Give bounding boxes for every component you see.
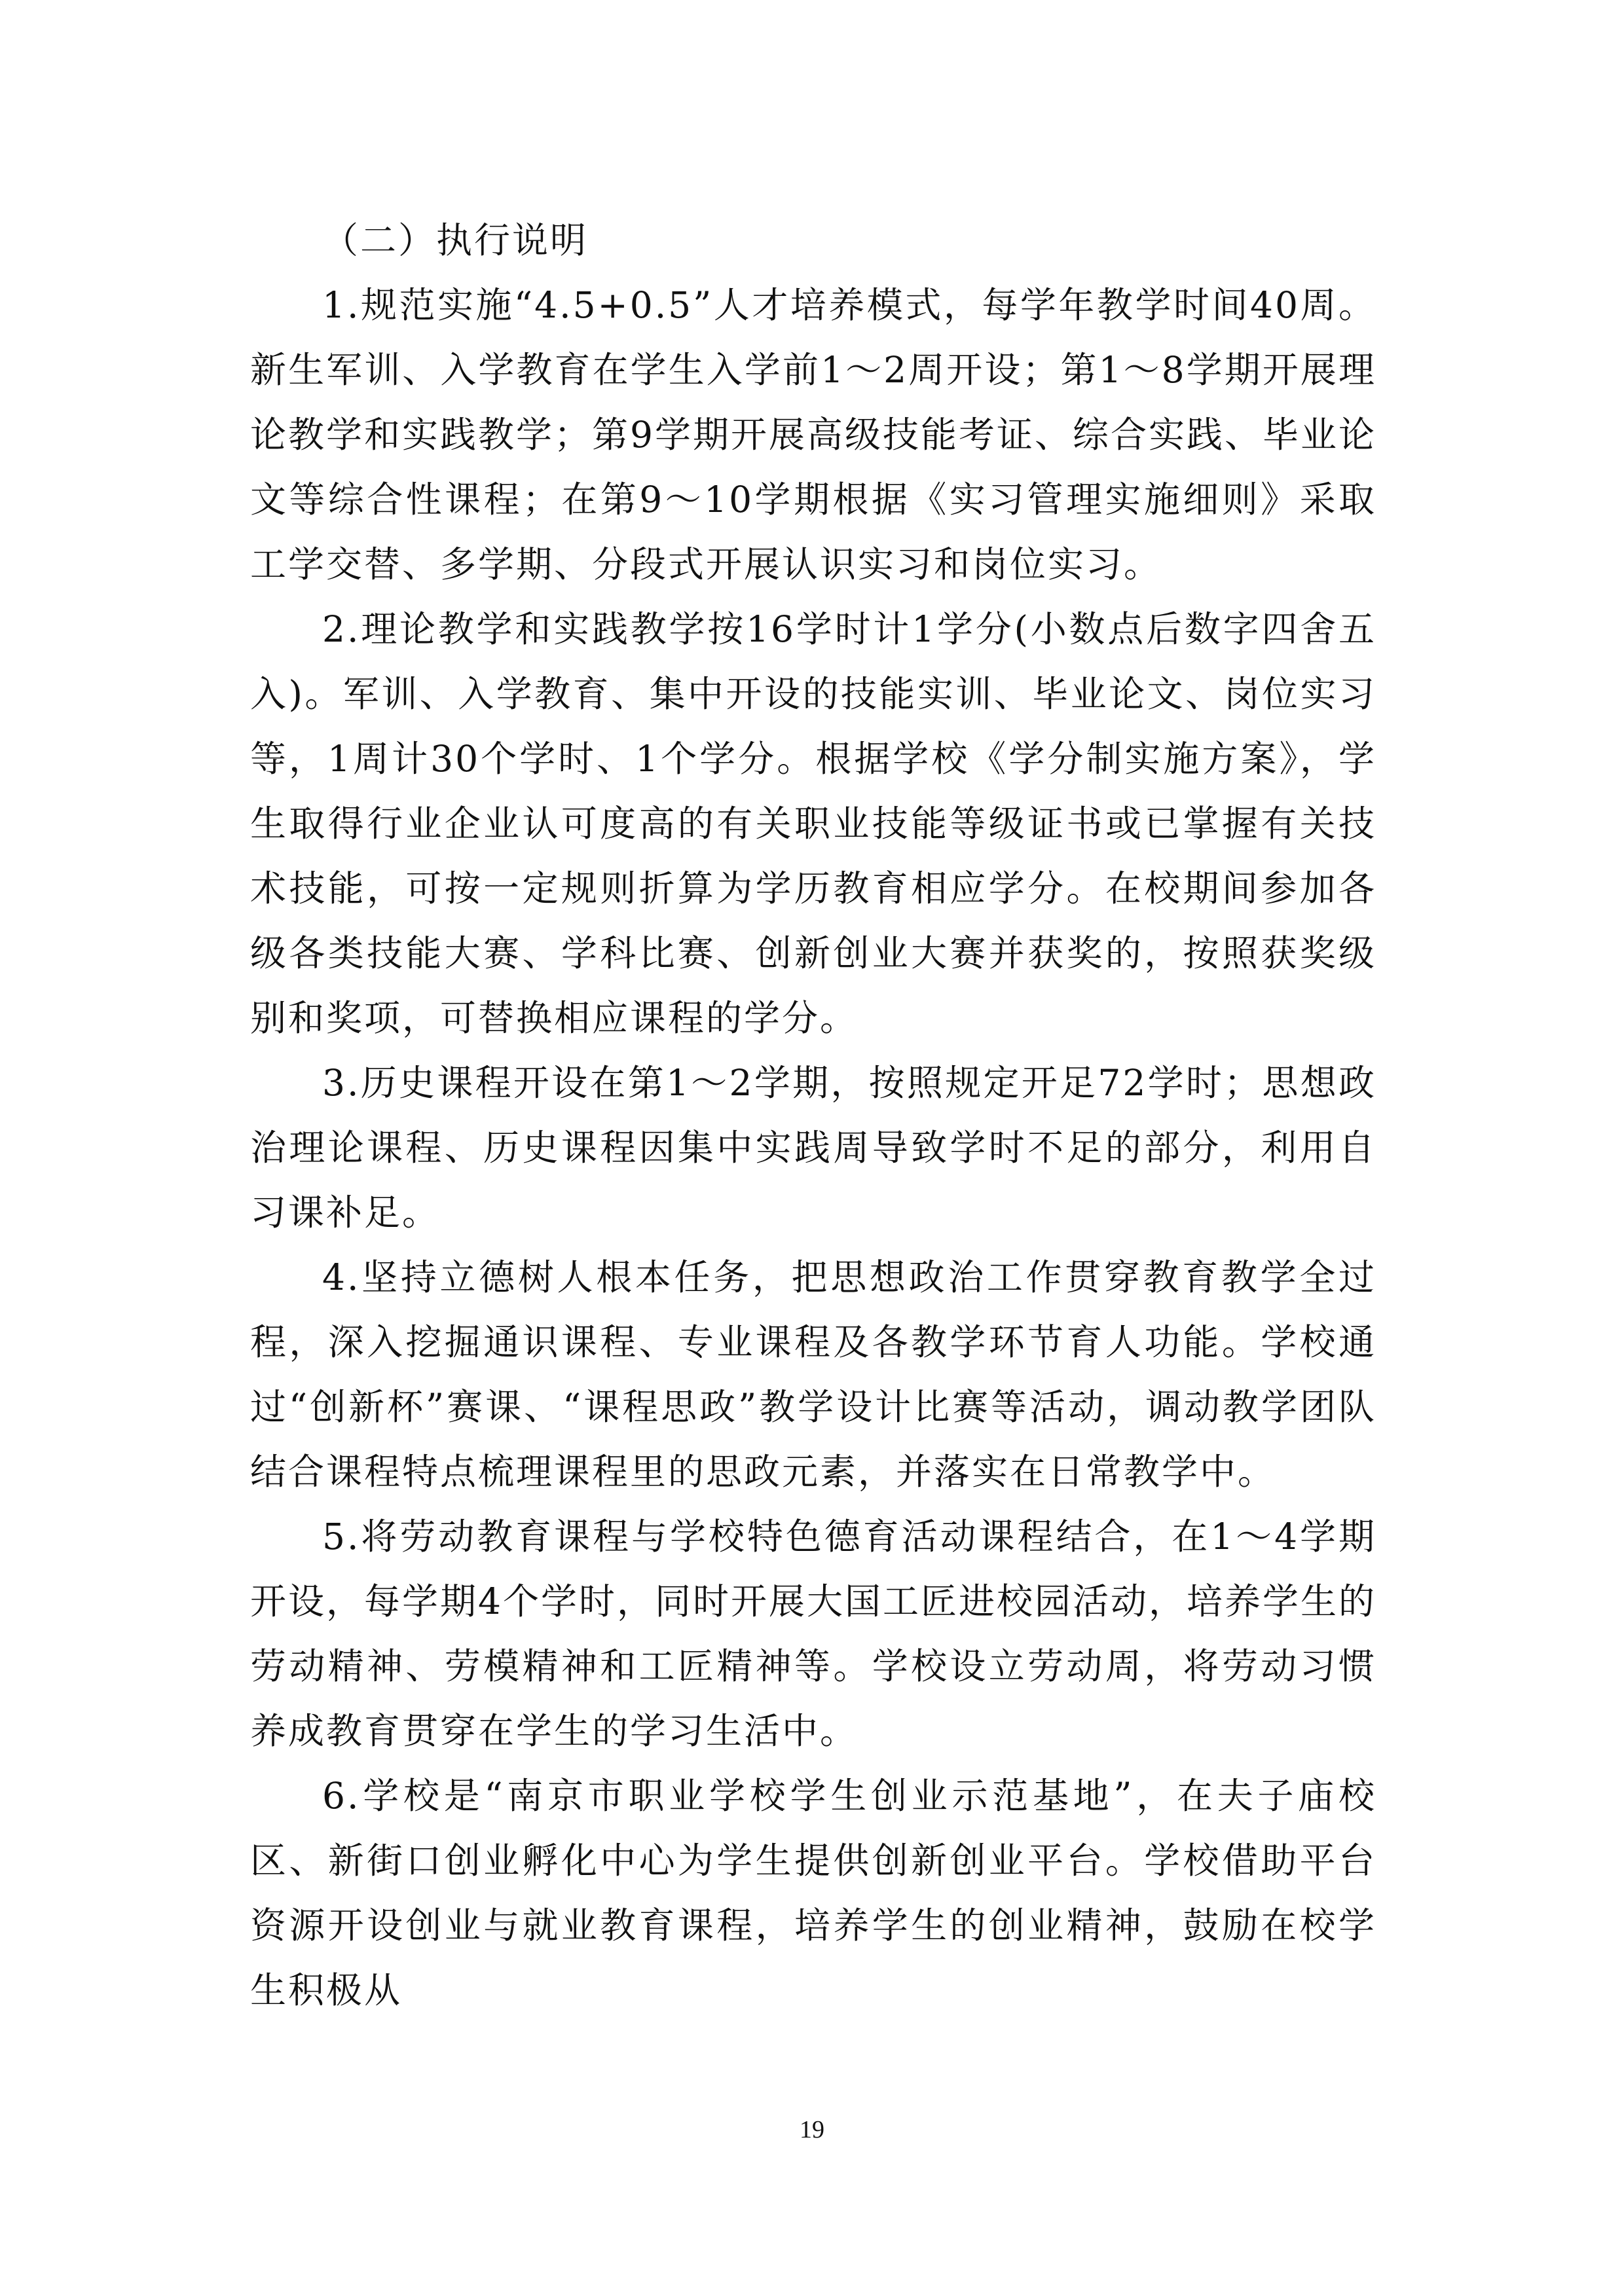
- page-number: 19: [800, 2116, 824, 2143]
- paragraph-1: 1.规范实施“4.5+0.5”人才培养模式，每学年教学时间40周。新生军训、入学教育在学生入学前1～2周开设；第1～8学期开展理论教学和实践教学；第9学期开展高级技能考证、综合实践、毕业论文等综合性课程；在第9～10学期根据《实习管理实施细则》采取工学交替、多学期、分段式开展认识实习和岗位实习。: [250, 284, 1376, 585]
- paragraph-6: 6.学校是“南京市职业学校学生创业示范基地”，在夫子庙校区、新街口创业孵化中心为学生提供创新创业平台。学校借助平台资源开设创业与就业教育课程，培养学生的创业精神，鼓励在校学生积极从: [250, 1775, 1376, 2011]
- paragraph-4: 4.坚持立德树人根本任务，把思想政治工作贯穿教育教学全过程，深入挖掘通识课程、专业课程及各教学环节育人功能。学校通过“创新杯”赛课、“课程思政”教学设计比赛等活动，调动教学团队结合课程特点梳理课程里的思政元素，并落实在日常教学中。: [250, 1256, 1376, 1493]
- document-body: [250, 208, 1376, 2023]
- paragraph-5: 5.将劳动教育课程与学校特色德育活动课程结合，在1～4学期开设，每学期4个学时，同时开展大国工匠进校园活动，培养学生的劳动精神、劳模精神和工匠精神等。学校设立劳动周，将劳动习惯养成教育贯穿在学生的学习生活中。: [250, 1516, 1376, 1752]
- paragraph-2: 2.理论教学和实践教学按16学时计1学分(小数点后数字四舍五入)。军训、入学教育、集中开设的技能实训、毕业论文、岗位实习等，1周计30个学时、1个学分。根据学校《学分制实施方案》，学生取得行业企业认可度高的有关职业技能等级证书或已掌握有关技术技能，可按一定规则折算为学历教育相应学分。在校期间参加各级各类技能大赛、学科比赛、创新创业大赛并获奖的，按照获奖级别和奖项，可替换相应课程的学分。: [250, 608, 1376, 1039]
- paragraph-3: 3.历史课程开设在第1～2学期，按照规定开足72学时；思想政治理论课程、历史课程因集中实践周导致学时不足的部分，利用自习课补足。: [250, 1062, 1376, 1233]
- section-heading: （二）执行说明: [322, 219, 589, 261]
